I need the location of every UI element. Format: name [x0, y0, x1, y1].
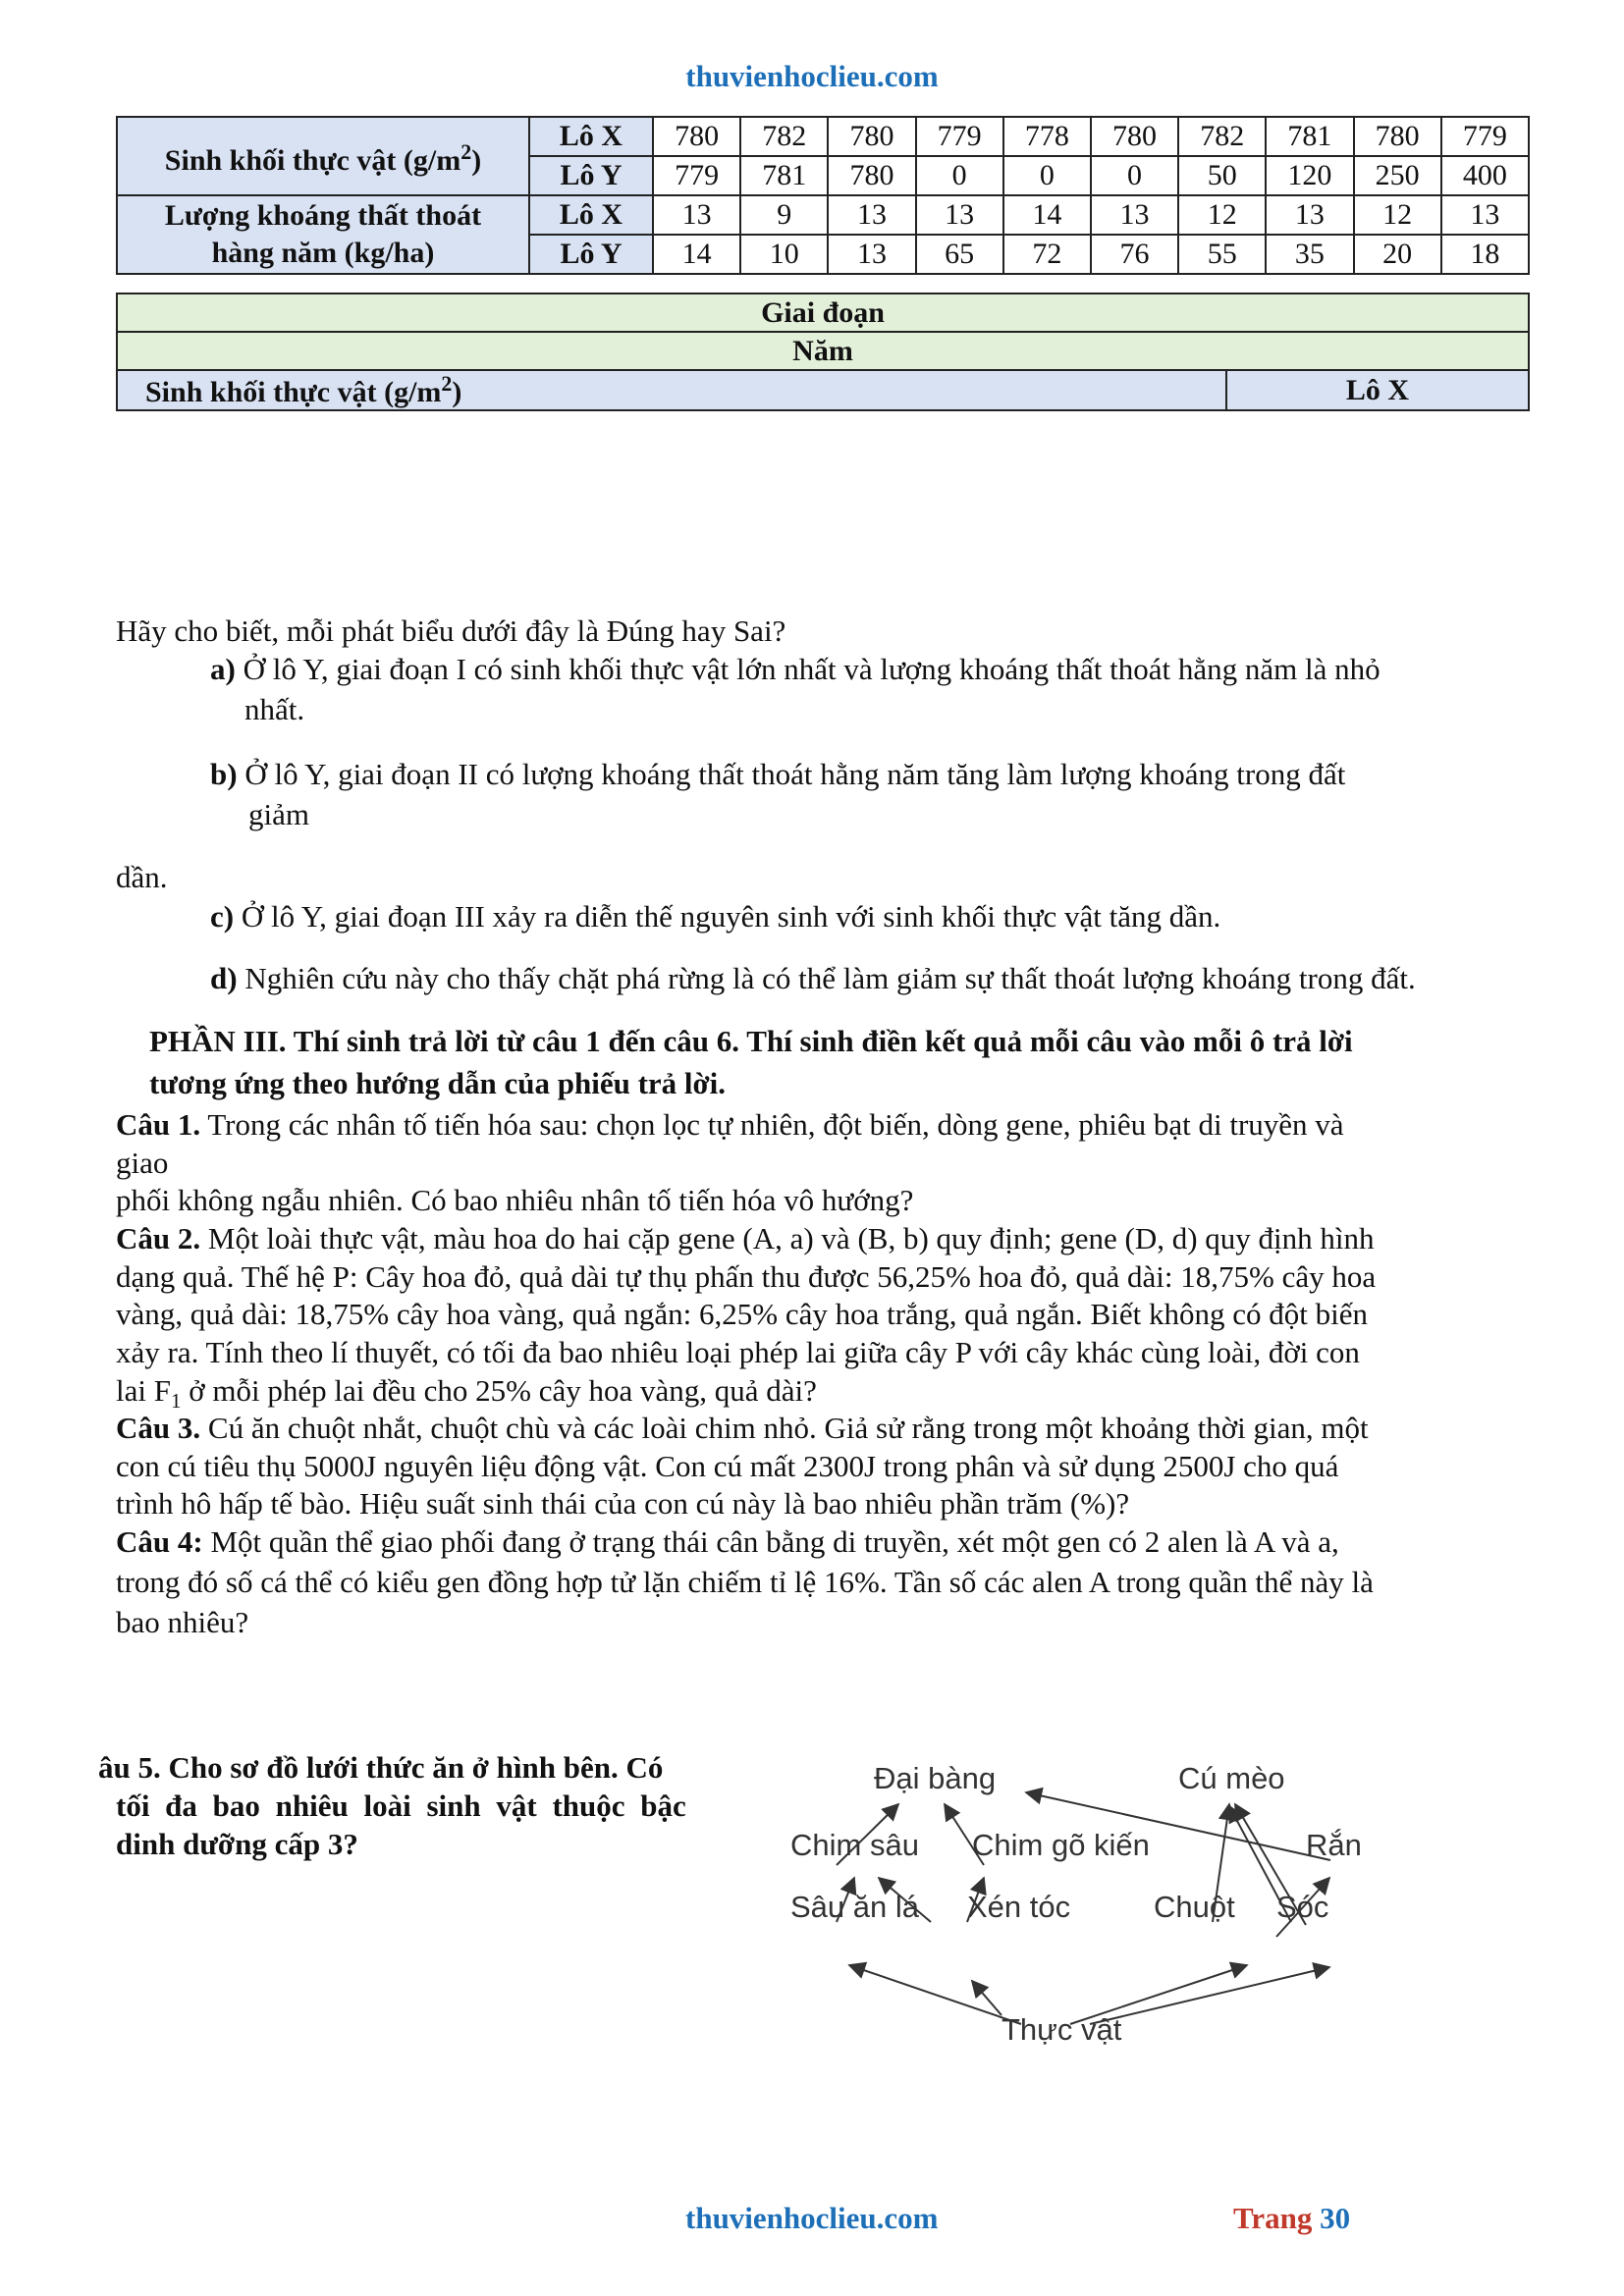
page-number: Trang 30: [1233, 2201, 1351, 2235]
question-4-cont: trong đó số cá thể có kiểu gen đồng hợp tử lặn chiếm tỉ lệ 16%. Tần số các alen A trong quần thể này là: [116, 1565, 1374, 1599]
table-cell: 780: [1354, 117, 1441, 156]
table-cell: 0: [1091, 156, 1178, 195]
question-2: Câu 2. Một loài thực vật, màu hoa do hai cặp gene (A, a) và (B, b) quy định; gene (D, d) quy định hình: [116, 1221, 1375, 1255]
question-1: Câu 1. Trong các nhân tố tiến hóa sau: chọn lọc tự nhiên, đột biến, dòng gene, phiêu bạt di truyền và: [116, 1107, 1344, 1142]
table-cell: 781: [1266, 117, 1353, 156]
node-woodpecker: Chim gõ kiến: [972, 1828, 1150, 1862]
header-site[interactable]: thuvienhoclieu.com: [685, 59, 939, 93]
question-1-cont: giao: [116, 1146, 169, 1180]
statement-d: d) Nghiên cứu này cho thấy chặt phá rừng là có thể làm giảm sự thất thoát lượng khoáng trong đất.: [210, 961, 1416, 995]
lot-label: Lô Y: [529, 156, 653, 195]
table-cell: 55: [1178, 235, 1266, 274]
question-4: Câu 4: Một quần thể giao phối đang ở trạng thái cân bằng di truyền, xét một gen có 2 alen là A và a,: [116, 1524, 1339, 1559]
arrow: [1090, 1967, 1329, 2024]
table-cell: 72: [1003, 235, 1091, 274]
row-label-mineral-loss: Lượng khoáng thất thoát hàng năm (kg/ha): [117, 195, 529, 274]
statement-b-cont: giảm: [248, 797, 309, 831]
table-cell: 9: [740, 195, 828, 235]
data-table: [116, 116, 1530, 275]
table-cell: 400: [1441, 156, 1529, 195]
table-cell: 13: [1091, 195, 1178, 235]
question-1-cont: phối không ngẫu nhiên. Có bao nhiêu nhân tố tiến hóa vô hướng?: [116, 1183, 914, 1217]
table-cell: 780: [1091, 117, 1178, 156]
question-2-cont: vàng, quả dài: 18,75% cây hoa vàng, quả ngắn: 6,25% cây hoa trắng, quả ngắn. Biết không có đột biến: [116, 1297, 1368, 1331]
question-5-cont: tối đa bao nhiêu loài sinh vật thuộc bậc: [116, 1789, 686, 1823]
table-row: [117, 370, 1529, 410]
table-cell: 0: [1003, 156, 1091, 195]
node-squirrel: Sóc: [1276, 1890, 1329, 1924]
table-cell: 779: [653, 156, 740, 195]
table-cell: 13: [828, 235, 915, 274]
lot-label: Lô X: [529, 195, 653, 235]
node-snake: Rắn: [1306, 1828, 1362, 1862]
row-label-biomass: Sinh khối thực vật $(g/m^2)$: [117, 117, 529, 195]
node-mouse: Chuột: [1154, 1890, 1235, 1924]
year-header: Năm: [117, 332, 1529, 370]
table-cell: 780: [828, 117, 915, 156]
table-cell: 10: [740, 235, 828, 274]
table-cell: 779: [1441, 117, 1529, 156]
table-cell: 18: [1441, 235, 1529, 274]
question-5: âu 5. Cho sơ đồ lưới thức ăn ở hình bên. Có: [98, 1750, 664, 1785]
statement-a: a) Ở lô Y, giai đoạn I có sinh khối thực vật lớn nhất và lượng khoáng thất thoát hằng năm là nhỏ: [210, 652, 1380, 686]
table-row: [117, 195, 1529, 235]
table-cell: 781: [740, 156, 828, 195]
table-cell: 14: [1003, 195, 1091, 235]
footer-site[interactable]: thuvienhoclieu.com: [685, 2201, 939, 2235]
table-cell: 12: [1354, 195, 1441, 235]
table-row: [117, 117, 1529, 156]
question-2-cont: dạng quả. Thế hệ P: Cây hoa đỏ, quả dài tự thụ phấn thu được 56,25% hoa đỏ, quả dài: 18,75% cây hoa: [116, 1259, 1377, 1294]
table-cell: 12: [1178, 195, 1266, 235]
table-cell: 780: [653, 117, 740, 156]
table-cell: 120: [1266, 156, 1353, 195]
statement-b: b) Ở lô Y, giai đoạn II có lượng khoáng thất thoát hằng năm tăng làm lượng khoáng trong đất: [210, 757, 1346, 791]
table-row: [117, 294, 1529, 332]
stage-header: Giai đoạn: [117, 294, 1529, 332]
table-cell: 14: [653, 235, 740, 274]
part3-heading-cont: tương ứng theo hướng dẫn của phiếu trả lời.: [149, 1066, 727, 1100]
statement-a-cont: nhất.: [244, 692, 305, 726]
table-cell: 65: [916, 235, 1003, 274]
tf-prompt: Hãy cho biết, mỗi phát biểu dưới đây là Đúng hay Sai?: [116, 614, 786, 648]
table-cell: 778: [1003, 117, 1091, 156]
table-cell: 0: [916, 156, 1003, 195]
question-2-cont: lai $F_1$ ở mỗi phép lai đều cho 25% cây hoa vàng, quả dài?: [116, 1373, 817, 1414]
table-cell: 13: [1266, 195, 1353, 235]
question-2-cont: xảy ra. Tính theo lí thuyết, có tối đa bao nhiêu loại phép lai giữa cây P với cây khác cùng loài, đời con: [116, 1335, 1360, 1369]
node-owl: Cú mèo: [1178, 1761, 1285, 1795]
lot-label: Lô X: [529, 117, 653, 156]
table-cell: 13: [653, 195, 740, 235]
arrow: [972, 1981, 1001, 2015]
node-eagle: Đại bàng: [874, 1761, 997, 1795]
statement-b-cont2: dần.: [116, 860, 168, 894]
question-3-cont: con cú tiêu thụ 5000J nguyên liệu động vật. Con cú mất 2300J trong phân và sử dụng 2500J cho quá: [116, 1449, 1339, 1483]
table-cell: 780: [828, 156, 915, 195]
question-5-cont: dinh dưỡng cấp 3?: [116, 1827, 358, 1861]
question-3-cont: trình hô hấp tế bào. Hiệu suất sinh thái của con cú này là bao nhiêu phần trăm (%)?: [116, 1486, 1130, 1521]
lot-label: Lô Y: [529, 235, 653, 274]
table-cell: 779: [916, 117, 1003, 156]
statement-c: c) Ở lô Y, giai đoạn III xảy ra diễn thế nguyên sinh với sinh khối thực vật tăng dần.: [210, 899, 1221, 934]
table-cell: 782: [740, 117, 828, 156]
table-cell: 50: [1178, 156, 1266, 195]
lot-label: Lô X: [1226, 370, 1529, 410]
table-cell: 76: [1091, 235, 1178, 274]
question-3: Câu 3. Cú ăn chuột nhắt, chuột chù và các loài chim nhỏ. Giả sử rằng trong một khoảng thời gian, một: [116, 1411, 1369, 1445]
part3-heading: PHẦN III. Thí sinh trả lời từ câu 1 đến câu 6. Thí sinh điền kết quả mỗi câu vào mỗi ô trả lời: [149, 1024, 1353, 1058]
node-beetle: Xén tóc: [967, 1890, 1071, 1924]
node-plant: Thực vật: [1001, 2012, 1122, 2047]
table-cell: 13: [828, 195, 915, 235]
biomass-label: Sinh khối thực vật $(g/m^2)$: [117, 370, 1226, 410]
node-insect-bird: Chim sâu: [790, 1828, 919, 1862]
table-cell: 13: [916, 195, 1003, 235]
food-web-diagram: [776, 1747, 1384, 2061]
arrow: [849, 1965, 1021, 2024]
node-caterpillar: Sâu ăn lá: [790, 1890, 919, 1924]
table-cell: 35: [1266, 235, 1353, 274]
question-4-cont: bao nhiêu?: [116, 1605, 249, 1639]
table-cell: 250: [1354, 156, 1441, 195]
stage-table: [116, 293, 1530, 411]
table-cell: 782: [1178, 117, 1266, 156]
table-row: [117, 332, 1529, 370]
table-cell: 20: [1354, 235, 1441, 274]
table-cell: 13: [1441, 195, 1529, 235]
